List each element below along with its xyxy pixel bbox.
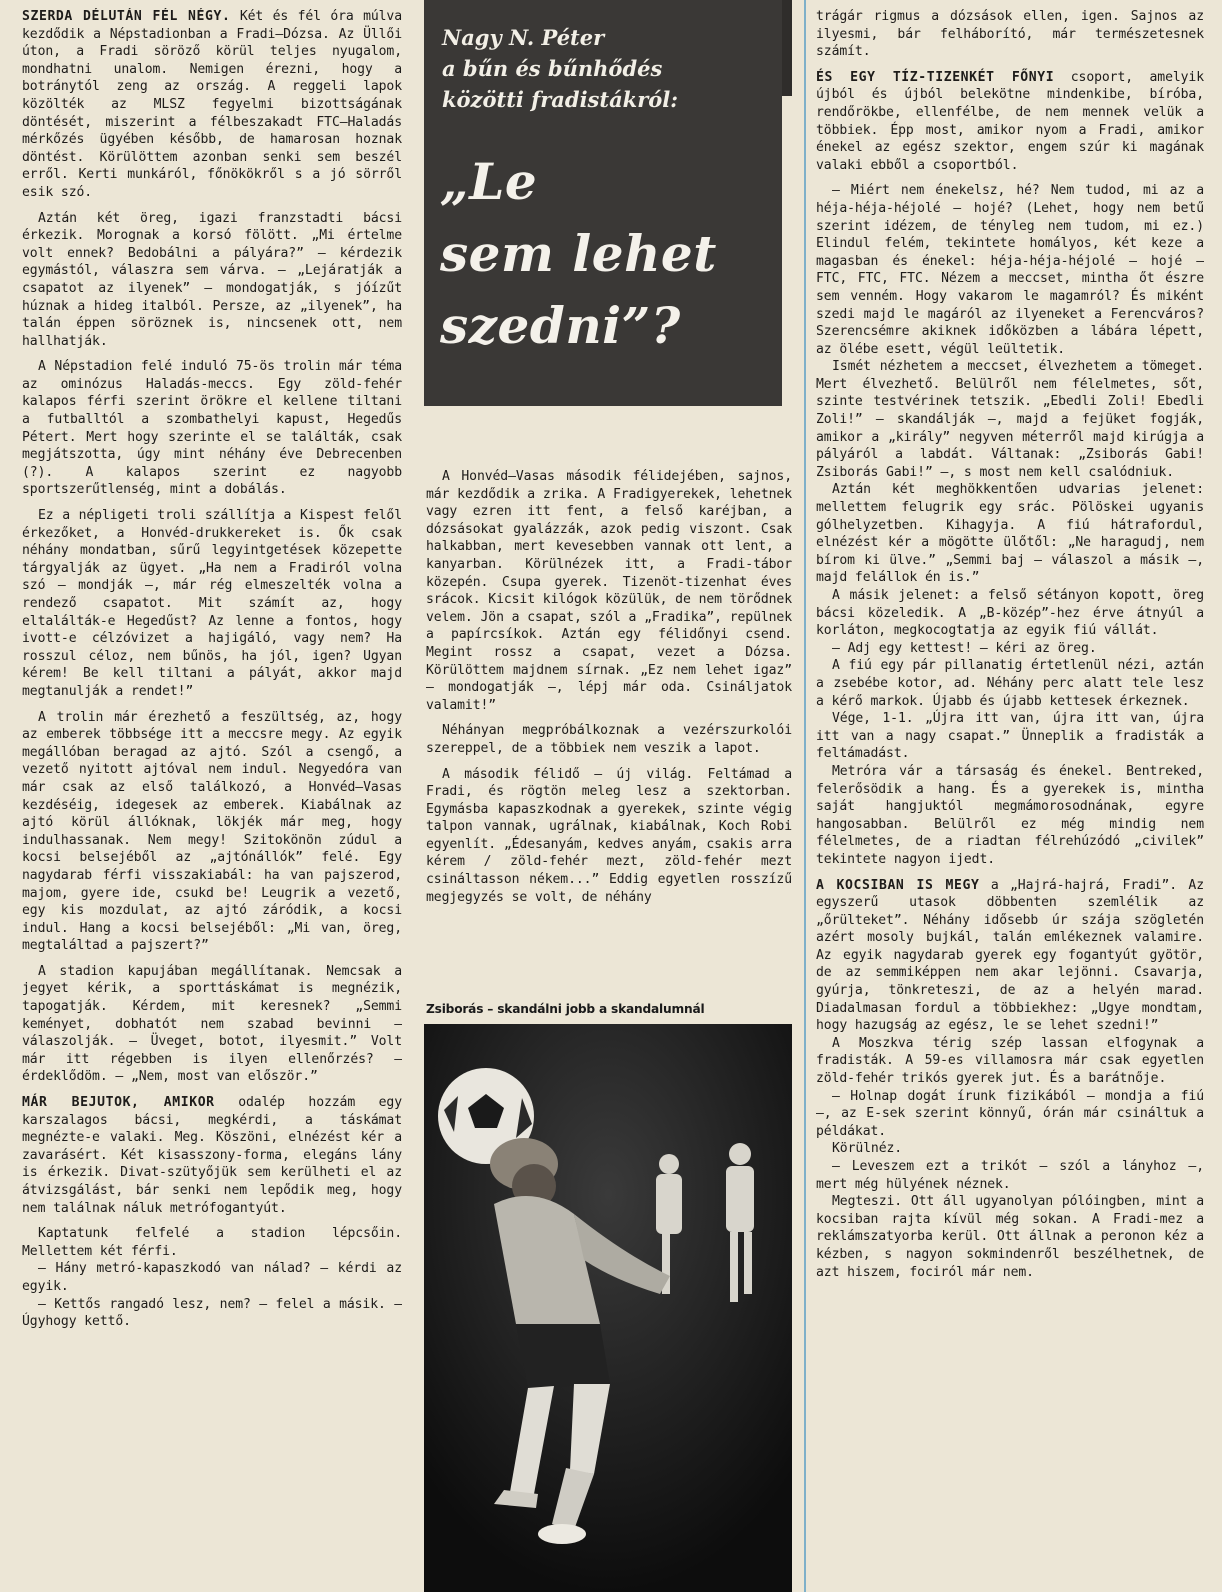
dialogue-line: — Adj egy kettest! — kéri az öreg. — [832, 640, 1097, 656]
dialogue-line: — Holnap dogát írunk fizikából — mondja a fiú —, az E-sek szerint könnyű, órán már csináltuk a példákat. — [816, 1088, 1204, 1139]
paragraph: — Miért nem énekelsz, hé? Nem tudod, mi az a héja-héja-héjolé — hojé? (Lehet, hogy nem betű szerint idézem, de tényleg nem tudom, mi ez.) Elindul felém, tekintete homályos, két keze a magasban és énekel: héja-héja-héjolé — hojé — FTC, FTC, FTC. Nézem a meccset, mintha őt észre sem venném. Hogy vakarom le magamról? És miként szedi majd le magáról az ilyeneket a Ferencváros? Szerencsémre akiknek időközben a lábára lépett, az ölébe esett, végül leültetik. — [816, 183, 1204, 357]
article-column-3 — [816, 8, 1204, 1586]
paragraph-text: csoport, amelyik újból és újból belekötne mindenkibe, bíróba, rendőrökbe, ellenfélbe, de nem mennek velük a többiek. Épp most, amikor nyom a Fradi, amikor énekel az egész szektor, engem szúr ki magának valaki ebből a csoportból. — [816, 69, 1204, 173]
paragraph — [22, 1094, 402, 1217]
title-line: „Le — [440, 152, 538, 211]
paragraph-text: odalép hozzám egy karszalagos bácsi, megkérdi, a táskámat megnézte-e valaki. Meg. Köszöni, elnézést kér a zavarásért. Két kisasszony-forma, elegáns lány is érkezik. Divat-szütyőjük sem kerülheti el az átvizsgálást, bár senki nem lepődik meg, hogy nem találnak náluk metrófogantyút. — [22, 1095, 402, 1216]
paragraph: A Honvéd—Vasas második félidejében, sajnos, már kezdődik a zrika. A Fradigyerekek, lehetnek vagy ezren itt fent, a felső karéjban, a dózsásokat gyalázzák, azok pedig viszont. Csak halkabban, mert kevesebben vannak ott lent, a kanyarban. Körülnézek itt, a Fradi-tábor közepén. Csupa gyerek. Tizenöt-tizenhat éves srácok. Kicsit kilógok közülük, de nem törődnek velem. Jön a csapat, szól a „Fradika”, repülnek a papírcsíkok. Aztán egy félidőnyi csend. Megint rossz a csapat, vezet a Dózsa. Körülöttem majdnem sírnak. „Ez nem lehet igaz” — mondogatják —, lépj már oda. Csináljatok valamit!” — [426, 469, 792, 713]
column-divider — [804, 0, 806, 1592]
paragraph: A második félidő — új világ. Feltámad a Fradi, és rögtön meleg lesz a szektorban. Egymásba kapaszkodnak a gyerekek, szinte végig talpon vannak, ugrálnak, kiabálnak, Koch Robi egyenlít. „Édesanyám, kedves anyám, csakis arra kérem / zöld-fehér mezt, zöld-fehér mezt csináltasson nékem...” Eddig egyetlen rosszízű megjegyzés se volt, de néhány — [426, 766, 792, 905]
photo-caption: Zsiborás – skandálni jobb a skandalumnál — [426, 1002, 705, 1016]
football-photo — [424, 1024, 792, 1592]
paragraph: Kaptatunk felfelé a stadion lépcsőin. Mellettem két férfi. — [22, 1226, 402, 1259]
paragraph — [816, 69, 1204, 175]
article-title — [440, 146, 780, 362]
paragraph: trágár rigmus a dózsások ellen, igen. Sajnos az ilyesmi, bár felháborító, már természetesnek számít. — [816, 9, 1204, 60]
paragraph-text: Két és fél óra múlva kezdődik a Népstadionban a Fradi—Dózsa. Az Üllői úton, a Fradi söröző körül teljes nyugalom, mondhatni unalom. Nemigen érezni, hogy a botránytól zeng az ország. A reggeli lapok közölték az MLSZ fegyelmi bizottságának döntését, miszerint a félbeszakadt FTC—Haladás mérkőzés ügyében később, de hamarosan hoznak döntést. Körülöttem azonban senki sem beszél erről. Kerti munkáról, főnökökről s a jó sörről esik szó. — [22, 9, 402, 200]
section-lead: A KOCSIBAN IS MEGY — [816, 877, 980, 893]
paragraph: A Népstadion felé induló 75-ös trolin már téma az ominózus Haladás-meccs. Egy zöld-fehér kalapos férfi szerint örökre el kellene tiltani a futballtól a szombathelyi kapust, Hegedűs Pétert. Mert hogy szerinte el se találták, csak megjátszotta, úgy mint néhány éve Debrecenben (?). A kalapos szerint ez nagyobb sportszerűtlenség, mint a dobálás. — [22, 359, 402, 498]
paragraph: Ismét nézhetem a meccset, élvezhetem a tömeget. Mert élvezhető. Belülről nem félelmetes, sőt, szinte testvérinek tetszik. „Ebedli Zoli! Ebedli Zoli!” — skandálják —, majd a fejüket fogják, amikor a „király” negyven méterről majd kirúgja a pályáról a labdát. Váltanak: „Zsiborás Gabi! Zsiborás Gabi!” —, s most nem kell csalódniuk. — [816, 359, 1204, 480]
headline-kicker — [442, 22, 782, 115]
paragraph — [816, 877, 1204, 1035]
paragraph: Metróra vár a társaság és énekel. Bentreked, felerősödik a hang. És a gyerekek is, mintha saját hangjuktól megmámorosodnának, egyre hangosabban. Belülről ez még mindig nem félelmetes, de a riadtan félrehúzódó „civilek” tekintete nagyon ijedt. — [816, 763, 1204, 867]
title-line: sem lehet — [440, 224, 717, 283]
paragraph — [22, 8, 402, 202]
paragraph: A másik jelenet: a felső sétányon kopott, öreg bácsi közeledik. A „B-közép”-hez érve átnyúl a korláton, megkocogtatja az egyik fiú vállát. — [816, 588, 1204, 639]
paragraph: Körülnéz. — [832, 1141, 903, 1157]
paragraph: Néhányan megpróbálkoznak a vezérszurkolói szereppel, de a többiek nem veszik a lapot. — [426, 723, 792, 756]
paragraph: A fiú egy pár pillanatig értetlenül nézi, aztán a zsebébe kotor, ad. Néhány perc alatt tele lesz a kérő markok. Újabb és újabb kettesek érkeznek. — [816, 658, 1204, 709]
dialogue-line: — Kettős rangadó lesz, nem? — felel a másik. — Úgyhogy kettő. — [22, 1296, 402, 1330]
title-line: szedni”? — [440, 296, 681, 355]
article-column-2 — [426, 468, 792, 988]
kicker-line: a bűn és bűnhődés — [442, 56, 663, 81]
photo-image — [424, 1024, 792, 1592]
paragraph: Aztán két meghökkentően udvarias jelenet: mellettem felugrik egy srác. Pölöskei ugyanis gólhelyzetben. Kihagyja. A fiú hátrafordul, elnézést kér a mögötte ülőtől: „Ne haragudj, nem bírom ki ülve.” „Semmi baj — válaszol a másik —, majd felállok én is.” — [816, 482, 1204, 586]
article-column-1 — [22, 8, 402, 1586]
paragraph: A stadion kapujában megállítanak. Nemcsak a jegyet kérik, a sporttáskámat is megnézik, tapogatják. Kérdem, mit keresnek? „Semmi keményet, dobhatót nem szabad bevinni — válaszolják. — Üveget, botot, ilyesmit.” Volt már itt régebben is ilyen ellenőrzés? — érdeklődöm. — „Nem, most van először.” — [22, 963, 402, 1085]
dialogue-line: — Hány metró-kapaszkodó van nálad? — kérdi az egyik. — [22, 1261, 402, 1294]
section-lead: SZERDA DÉLUTÁN FÉL NÉGY. — [22, 9, 231, 24]
paragraph: A Moszkva térig szép lassan elfogynak a fradisták. A 59-es villamosra már csak egyetlen zöld-fehér trikós gyerek jut. És a barátnője. — [816, 1035, 1204, 1087]
paragraph: Megteszi. Ott áll ugyanolyan pólóingben, mint a kocsiban rajta kívül még sokan. A Fradi-mez a reklámszatyorba kerül. Ott állnak a peronon kéz a kézben, s nagyon sokmindenről beszélhetnek, de azt hiszem, fociról már nem. — [816, 1194, 1204, 1280]
section-lead: ÉS EGY TÍZ-TIZENKÉT FŐNYI — [816, 69, 1055, 85]
paragraph-text: a „Hajrá-hajrá, Fradi”. Az egyszerű utasok döbbenten szemlélik az „őrülteket”. Néhány idősebb úr szája szögletén azért mosoly bujkál, talán emlékeznek valamire. Az egyik nagydarab gyerek egy fogantyút gyötör, de az semmiképpen nem akar lejönni. Csavarja, gyúrja, tönkreteszi, de az a helyén marad. Diadalmasan fordul a többiekhez: „Ugye mondtam, hogy hazugság az egész, le se lehet szedni!” — [816, 877, 1204, 1034]
section-lead: MÁR BEJUTOK, AMIKOR — [22, 1095, 215, 1111]
paragraph: A trolin már érezhető a feszültség, az, hogy az emberek többsége itt a meccsre megy. Az egyik megállóban beragad az ajtó. Szól a csengő, a vezető nyitott ajtóval nem indul. Negyedóra van már csak az első találkozó, a Honvéd—Vasas kezdéséig, idegesek az emberek. Kiabálnak az ajtó körül állóknak, lökjék már meg, hogy indulhassanak. Nem megy! Szitokönön zúdul a kocsi belsejéből az „ajtónállók” felé. Egy nagydarab férfi visszakiabál: ha van pajszerod, majom, gyere ide, csukd be! Leugrik a vezető, egy kis mozdulat, az ajtó záródik, a kocsi indul. Hang a kocsi belsejéből: „Mi van, öreg, megtaláltad a pajszert?” — [22, 709, 402, 954]
paragraph: Aztán két öreg, igazi franzstadti bácsi érkezik. Morognak a korsó fölött. „Mi értelme volt ennek? Bedobálni a pályára?” — kérdezik egymástól, válaszra sem várva. — „Lejáratják a csapatot az ilyenek” — mondogatják, s jóízűt húznak a hideg italból. Persze, az „ilyenek”, ha talán éppen söröznek is, nincsenek ott, nem hallhatják. — [22, 210, 402, 349]
dialogue-line: — Leveszem ezt a trikót — szól a lányhoz —, mert még hülyének néznek. — [816, 1159, 1204, 1192]
kicker-line: Nagy N. Péter — [442, 25, 605, 50]
paragraph: Vége, 1-1. „Újra itt van, újra itt van, újra itt van a nagy csapat.” Ünneplik a fradisták a feltámadást. — [816, 711, 1204, 762]
kicker-line: közötti fradistákról: — [442, 87, 679, 112]
headline-tab — [782, 0, 792, 96]
paragraph: Ez a népligeti troli szállítja a Kispest felől érkezőket, a Honvéd-drukkereket is. Ők csak néhány mondatban, sűrű legyintgetések közepette tárgyalják az ügyet. „Ha nem a Fradiról volna szó — mondják —, már rég elmeszelték volna a rendező csapatot. Mit számít az, hogy eltalálták-e Hegedűst? Az lenne a fontos, hogy ivott-e célzóvizet a hajigáló, vagy nem? Ha rosszul céloz, nem bűnös, ha jól, igen? Ugyan kérem! Be kell tiltani a pályát, akkor majd megtanulják a rendet!” — [22, 508, 402, 699]
